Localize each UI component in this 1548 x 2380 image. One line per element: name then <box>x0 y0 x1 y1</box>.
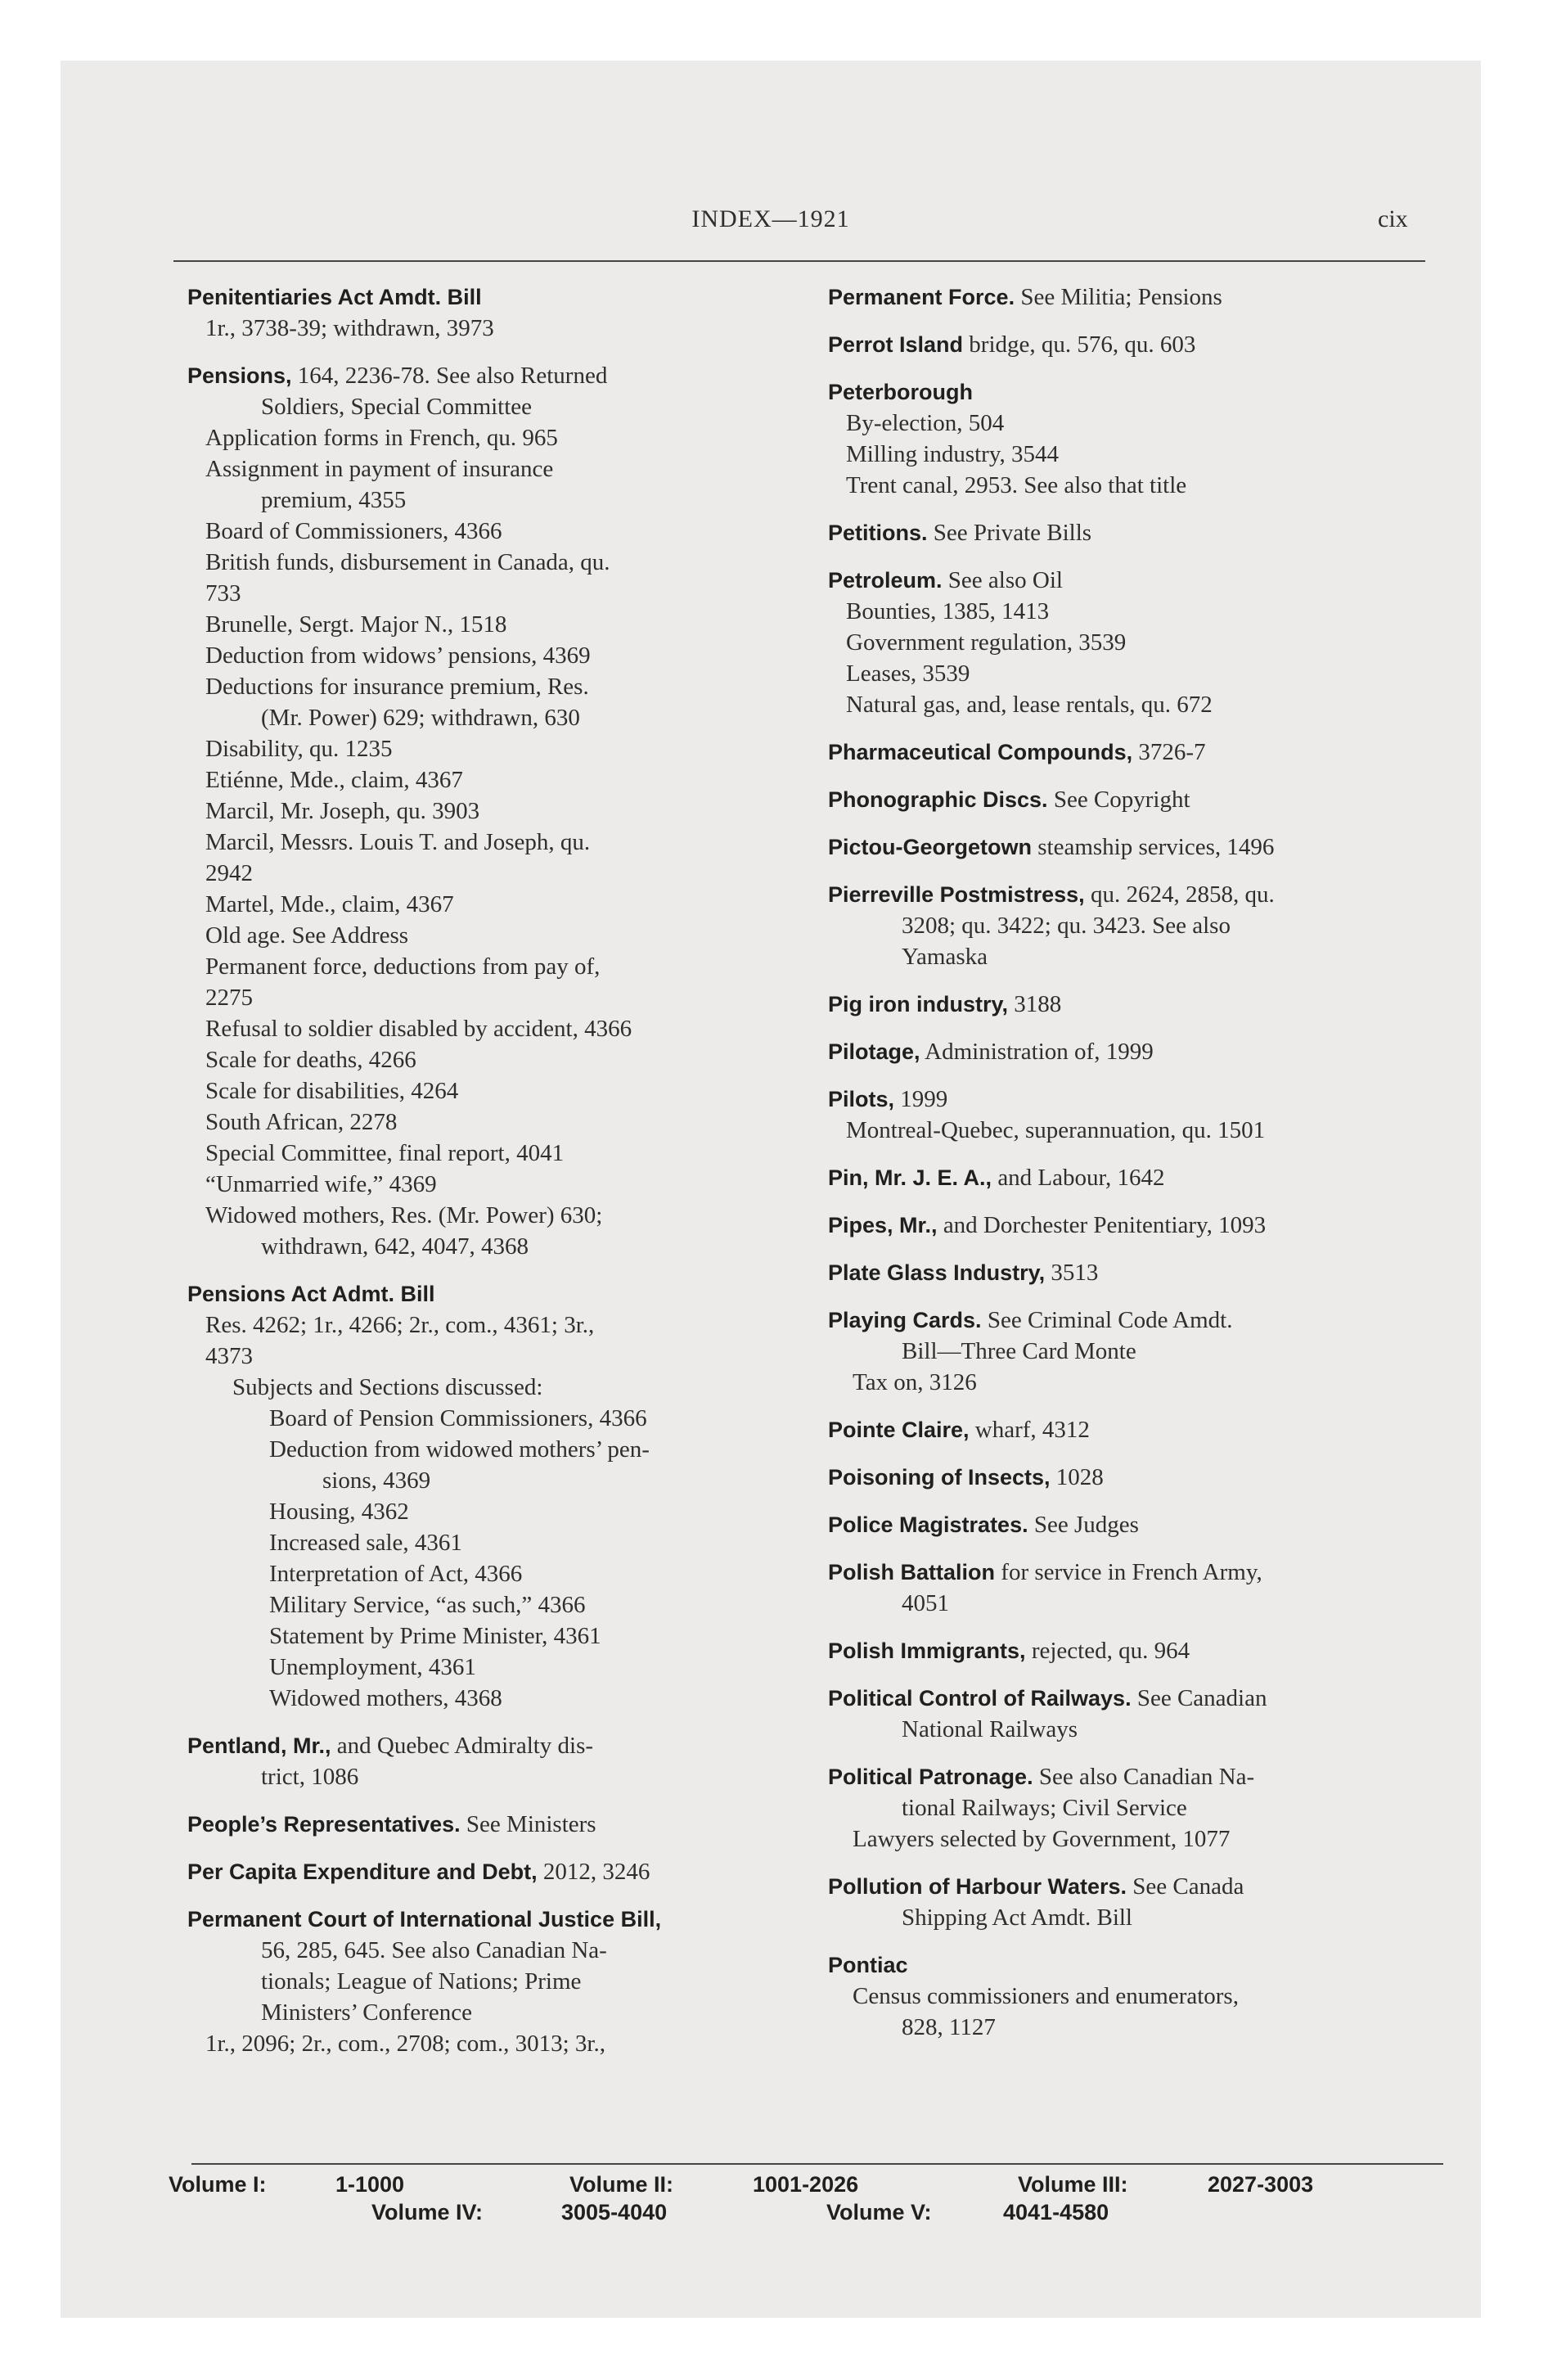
entry-subline: Marcil, Mr. Joseph, qu. 3903 <box>205 798 480 824</box>
entry-subline: Milling industry, 3544 <box>846 441 1059 467</box>
entry-heading-references: 1999 <box>894 1086 948 1112</box>
entry-subline: Bounties, 1385, 1413 <box>846 598 1050 624</box>
entry-heading-references: See also Oil <box>942 567 1063 593</box>
entry-heading: Phonographic Discs. <box>828 787 1048 812</box>
right-column <box>828 282 1450 2059</box>
entry-heading-line <box>187 1730 809 1761</box>
entry-subline: Increased sale, 4361 <box>269 1530 462 1556</box>
entry-heading-line <box>187 1278 809 1309</box>
index-entry <box>828 1210 1450 1241</box>
footer-volume-5-label: Volume V: <box>826 2200 932 2224</box>
entry-heading-references: and Labour, 1642 <box>992 1165 1165 1191</box>
entry-subline: Interpretation of Act, 4366 <box>269 1561 523 1587</box>
entry-heading-line <box>828 784 1450 815</box>
entry-heading: Pilots, <box>828 1087 895 1111</box>
entry-heading: Pipes, Mr., <box>828 1213 938 1237</box>
entry-heading-line <box>828 737 1450 768</box>
entry-heading: Per Capita Expenditure and Debt, <box>187 1859 538 1884</box>
entry-subline: 2275 <box>205 985 253 1011</box>
index-entry <box>828 784 1450 815</box>
entry-heading-line <box>828 1210 1450 1241</box>
entry-subline: Leases, 3539 <box>846 660 970 687</box>
entry-heading: People’s Representatives. <box>187 1812 461 1837</box>
entry-heading-references: 164, 2236-78. See also Returned <box>291 363 608 389</box>
entry-subline: 4373 <box>205 1343 253 1369</box>
index-entry <box>828 1557 1450 1619</box>
index-entry <box>187 360 809 1262</box>
index-entry <box>828 376 1450 501</box>
entry-heading-references: steamship services, 1496 <box>1032 834 1275 860</box>
entry-subline: Refusal to soldier disabled by accident, 4366 <box>205 1016 632 1042</box>
entry-heading: Polish Immigrants, <box>828 1639 1026 1663</box>
footer-volume-2-label: Volume II: <box>569 2172 674 2197</box>
entry-heading-references: See Copyright <box>1047 787 1190 813</box>
entry-subline: Disability, qu. 1235 <box>205 736 393 762</box>
entry-heading: Playing Cards. <box>828 1308 982 1332</box>
index-entry <box>828 1509 1450 1540</box>
entry-heading: Pictou-Georgetown <box>828 835 1032 859</box>
footer-volume-4-label: Volume IV: <box>371 2200 484 2224</box>
entry-heading: Petitions. <box>828 521 928 545</box>
entry-subline: 733 <box>205 580 241 606</box>
entry-subline: Montreal-Quebec, superannuation, qu. 1501 <box>846 1117 1266 1143</box>
footer-volume-3-range: 2027-3003 <box>1208 2172 1314 2197</box>
entry-subline: premium, 4355 <box>261 487 407 513</box>
entry-subline: Widowed mothers, 4368 <box>269 1685 502 1711</box>
entry-subline: (Mr. Power) 629; withdrawn, 630 <box>261 705 580 731</box>
entry-heading-line <box>828 329 1450 360</box>
entry-heading: Political Patronage. <box>828 1765 1033 1789</box>
index-entry <box>828 282 1450 313</box>
left-column <box>187 282 809 2076</box>
entry-subline: Trent canal, 2953. See also that title <box>846 472 1187 498</box>
footer-volume-2-range: 1001-2026 <box>753 2172 859 2197</box>
entry-heading-line <box>828 1950 1450 1981</box>
entry-heading-line <box>187 282 809 313</box>
footer-rule <box>191 2163 1443 2165</box>
index-entry <box>187 1809 809 1840</box>
entry-subline: Deduction from widowed mothers’ pen- <box>269 1436 650 1463</box>
entry-subline: By-election, 504 <box>846 410 1005 436</box>
entry-heading-references: See Ministers <box>460 1811 596 1837</box>
index-entry <box>187 282 809 344</box>
entry-heading-references: 3188 <box>1008 991 1062 1017</box>
entry-heading-line <box>828 1683 1450 1714</box>
entry-heading-references: See also Canadian Na- <box>1033 1764 1255 1790</box>
entry-heading-references: qu. 2624, 2858, qu. <box>1084 881 1275 908</box>
entry-subline: 1r., 2096; 2r., com., 2708; com., 3013; 3r., <box>205 2031 605 2057</box>
entry-heading: Pollution of Harbour Waters. <box>828 1874 1127 1899</box>
entry-subline: Scale for deaths, 4266 <box>205 1047 416 1073</box>
entry-heading: Pointe Claire, <box>828 1418 970 1442</box>
entry-heading-line <box>828 1084 1450 1115</box>
index-entry <box>828 329 1450 360</box>
entry-heading-references: 3513 <box>1045 1260 1099 1286</box>
entry-heading-line <box>828 1036 1450 1067</box>
entry-heading-line <box>187 1904 809 1935</box>
entry-subline: sions, 4369 <box>322 1467 431 1494</box>
entry-subline: Census commissioners and enumerators, <box>853 1983 1239 2009</box>
entry-subline: Tax on, 3126 <box>853 1369 977 1395</box>
index-entry <box>187 1904 809 2059</box>
entry-heading: Political Control of Railways. <box>828 1686 1132 1711</box>
index-entry <box>187 1730 809 1792</box>
index-entry <box>828 1162 1450 1193</box>
footer-volume-4-range: 3005-4040 <box>561 2200 668 2224</box>
entry-heading-line <box>828 1871 1450 1902</box>
entry-heading-line <box>828 517 1450 548</box>
entry-subline: 56, 285, 645. See also Canadian Na- <box>261 1937 607 1963</box>
entry-subline: Brunelle, Sergt. Major N., 1518 <box>205 611 507 638</box>
entry-heading-line <box>828 1509 1450 1540</box>
index-entry <box>828 1084 1450 1146</box>
entry-subline: tional Railways; Civil Service <box>902 1795 1187 1821</box>
entry-heading: Pig iron industry, <box>828 992 1009 1016</box>
entry-subline: Housing, 4362 <box>269 1499 409 1525</box>
entry-heading-line <box>828 1557 1450 1588</box>
footer-volume-1-range: 1-1000 <box>335 2172 405 2197</box>
entry-heading-line <box>828 1257 1450 1288</box>
entry-subline: Ministers’ Conference <box>261 1999 472 2026</box>
entry-subline: Unemployment, 4361 <box>269 1654 476 1680</box>
entry-subline: 3208; qu. 3422; qu. 3423. See also <box>902 913 1231 939</box>
entry-heading-line <box>828 1761 1450 1792</box>
entry-subline: 2942 <box>205 860 253 886</box>
entry-heading: Pensions, <box>187 363 292 388</box>
entry-subline: Etiénne, Mde., claim, 4367 <box>205 767 463 793</box>
entry-heading-references: and Quebec Admiralty dis- <box>331 1733 594 1759</box>
entry-heading: Police Magistrates. <box>828 1512 1028 1537</box>
index-entry <box>828 565 1450 720</box>
entry-heading: Pierreville Postmistress, <box>828 882 1085 907</box>
index-entry <box>828 832 1450 863</box>
entry-subline: Shipping Act Amdt. Bill <box>902 1904 1132 1931</box>
entry-heading-line <box>187 1856 809 1887</box>
entry-heading-references: rejected, qu. 964 <box>1025 1638 1190 1664</box>
entry-subline: 4051 <box>902 1590 949 1616</box>
entry-subline: Marcil, Messrs. Louis T. and Joseph, qu. <box>205 829 591 855</box>
entry-heading-line <box>828 832 1450 863</box>
entry-heading-line <box>828 565 1450 596</box>
entry-heading: Plate Glass Industry, <box>828 1260 1046 1285</box>
entry-heading-references: 1028 <box>1050 1464 1104 1490</box>
entry-heading-references: wharf, 4312 <box>969 1417 1090 1443</box>
footer-volume-3-label: Volume III: <box>1018 2172 1128 2197</box>
footer-volume-5-range: 4041-4580 <box>1003 2200 1109 2224</box>
index-entry <box>828 1036 1450 1067</box>
index-entry <box>828 1950 1450 2043</box>
entry-subline: South African, 2278 <box>205 1109 398 1135</box>
entry-subline: Natural gas, and, lease rentals, qu. 672 <box>846 692 1213 718</box>
index-entry <box>828 879 1450 972</box>
entry-heading-references: 3726-7 <box>1132 739 1206 765</box>
entry-subline: Soldiers, Special Committee <box>261 394 533 420</box>
entry-heading-references: See Judges <box>1028 1512 1139 1538</box>
index-entry <box>828 989 1450 1020</box>
entry-heading: Pensions Act Admt. Bill <box>187 1282 435 1306</box>
entry-heading: Pin, Mr. J. E. A., <box>828 1165 992 1190</box>
entry-heading: Petroleum. <box>828 568 943 593</box>
index-entry <box>828 1414 1450 1445</box>
entry-subline: Martel, Mde., claim, 4367 <box>205 891 454 917</box>
entry-heading-references: Administration of, 1999 <box>920 1039 1154 1065</box>
entry-subline: Res. 4262; 1r., 4266; 2r., com., 4361; 3r., <box>205 1312 595 1338</box>
entry-subline: Government regulation, 3539 <box>846 629 1127 656</box>
entry-subline: Deduction from widows’ pensions, 4369 <box>205 642 591 669</box>
entry-heading-references: bridge, qu. 576, qu. 603 <box>963 331 1196 358</box>
entry-subline: Yamaska <box>902 944 988 970</box>
index-entry <box>828 1305 1450 1398</box>
entry-heading: Perrot Island <box>828 332 964 357</box>
entry-heading-references: See Canada <box>1127 1873 1244 1900</box>
entry-heading-references: See Canadian <box>1131 1685 1267 1711</box>
entry-heading: Penitentiaries Act Amdt. Bill <box>187 285 482 309</box>
entry-subline: trict, 1086 <box>261 1764 359 1790</box>
entry-subline: withdrawn, 642, 4047, 4368 <box>261 1233 529 1260</box>
entry-heading-references: See Private Bills <box>927 520 1092 546</box>
index-entry <box>828 1635 1450 1666</box>
entry-heading-line <box>828 376 1450 408</box>
index-page <box>61 61 1481 2318</box>
entry-subline: Statement by Prime Minister, 4361 <box>269 1623 601 1649</box>
entry-heading-line <box>187 1809 809 1840</box>
index-entry <box>187 1278 809 1714</box>
entry-subline: National Railways <box>902 1716 1078 1742</box>
index-entry <box>828 1683 1450 1745</box>
entry-heading: Pharmaceutical Compounds, <box>828 740 1133 764</box>
entry-heading: Permanent Force. <box>828 285 1015 309</box>
entry-subline: Lawyers selected by Government, 1077 <box>853 1826 1231 1852</box>
entry-subline: 828, 1127 <box>902 2014 996 2040</box>
entry-subline: tionals; League of Nations; Prime <box>261 1968 582 1995</box>
entry-heading-line <box>828 1305 1450 1336</box>
entry-subline: Subjects and Sections discussed: <box>232 1374 543 1400</box>
entry-heading-references: for service in French Army, <box>995 1559 1262 1585</box>
entry-heading-line <box>828 1635 1450 1666</box>
index-entry <box>187 1856 809 1887</box>
index-entry <box>828 517 1450 548</box>
entry-heading: Pontiac <box>828 1953 908 1977</box>
entry-heading: Polish Battalion <box>828 1560 996 1584</box>
entry-subline: Application forms in French, qu. 965 <box>205 425 558 451</box>
page-header-title: INDEX—1921 <box>691 205 850 232</box>
entry-subline: Assignment in payment of insurance <box>205 456 554 482</box>
entry-heading-line <box>828 1162 1450 1193</box>
entry-heading-references: See Criminal Code Amdt. <box>981 1307 1233 1333</box>
index-entry <box>828 1257 1450 1288</box>
entry-subline: Board of Commissioners, 4366 <box>205 518 502 544</box>
index-entry <box>828 1761 1450 1855</box>
footer-volume-1-label: Volume I: <box>169 2172 267 2197</box>
entry-subline: Bill—Three Card Monte <box>902 1338 1136 1364</box>
entry-heading-references: See Militia; Pensions <box>1015 284 1222 310</box>
header-rule <box>173 260 1425 262</box>
entry-heading-line <box>828 989 1450 1020</box>
entry-subline: Deductions for insurance premium, Res. <box>205 674 589 700</box>
entry-heading-line <box>828 282 1450 313</box>
index-entry <box>828 737 1450 768</box>
index-entry <box>828 1871 1450 1933</box>
entry-heading: Pilotage, <box>828 1039 920 1064</box>
entry-subline: Scale for disabilities, 4264 <box>205 1078 459 1104</box>
entry-subline: 1r., 3738-39; withdrawn, 3973 <box>205 315 494 341</box>
entry-heading: Poisoning of Insects, <box>828 1465 1051 1490</box>
entry-subline: Board of Pension Commissioners, 4366 <box>269 1405 647 1431</box>
entry-heading-line <box>828 1414 1450 1445</box>
entry-subline: Permanent force, deductions from pay of, <box>205 953 601 980</box>
entry-subline: Military Service, “as such,” 4366 <box>269 1592 586 1618</box>
entry-subline: Old age. See Address <box>205 922 409 949</box>
page-number: cix <box>1378 205 1408 232</box>
entry-heading: Peterborough <box>828 380 974 404</box>
entry-heading-references: and Dorchester Penitentiary, 1093 <box>937 1212 1267 1238</box>
entry-heading-line <box>828 1462 1450 1493</box>
entry-heading-references: 2012, 3246 <box>537 1859 650 1885</box>
entry-subline: “Unmarried wife,” 4369 <box>205 1171 437 1197</box>
index-entry <box>828 1462 1450 1493</box>
entry-heading: Pentland, Mr., <box>187 1733 331 1758</box>
entry-subline: Widowed mothers, Res. (Mr. Power) 630; <box>205 1202 603 1228</box>
entry-subline: Special Committee, final report, 4041 <box>205 1140 565 1166</box>
entry-heading-line <box>187 360 809 391</box>
entry-heading-line <box>828 879 1450 910</box>
entry-heading: Permanent Court of International Justice Bill, <box>187 1907 662 1931</box>
entry-subline: British funds, disbursement in Canada, qu. <box>205 549 610 575</box>
